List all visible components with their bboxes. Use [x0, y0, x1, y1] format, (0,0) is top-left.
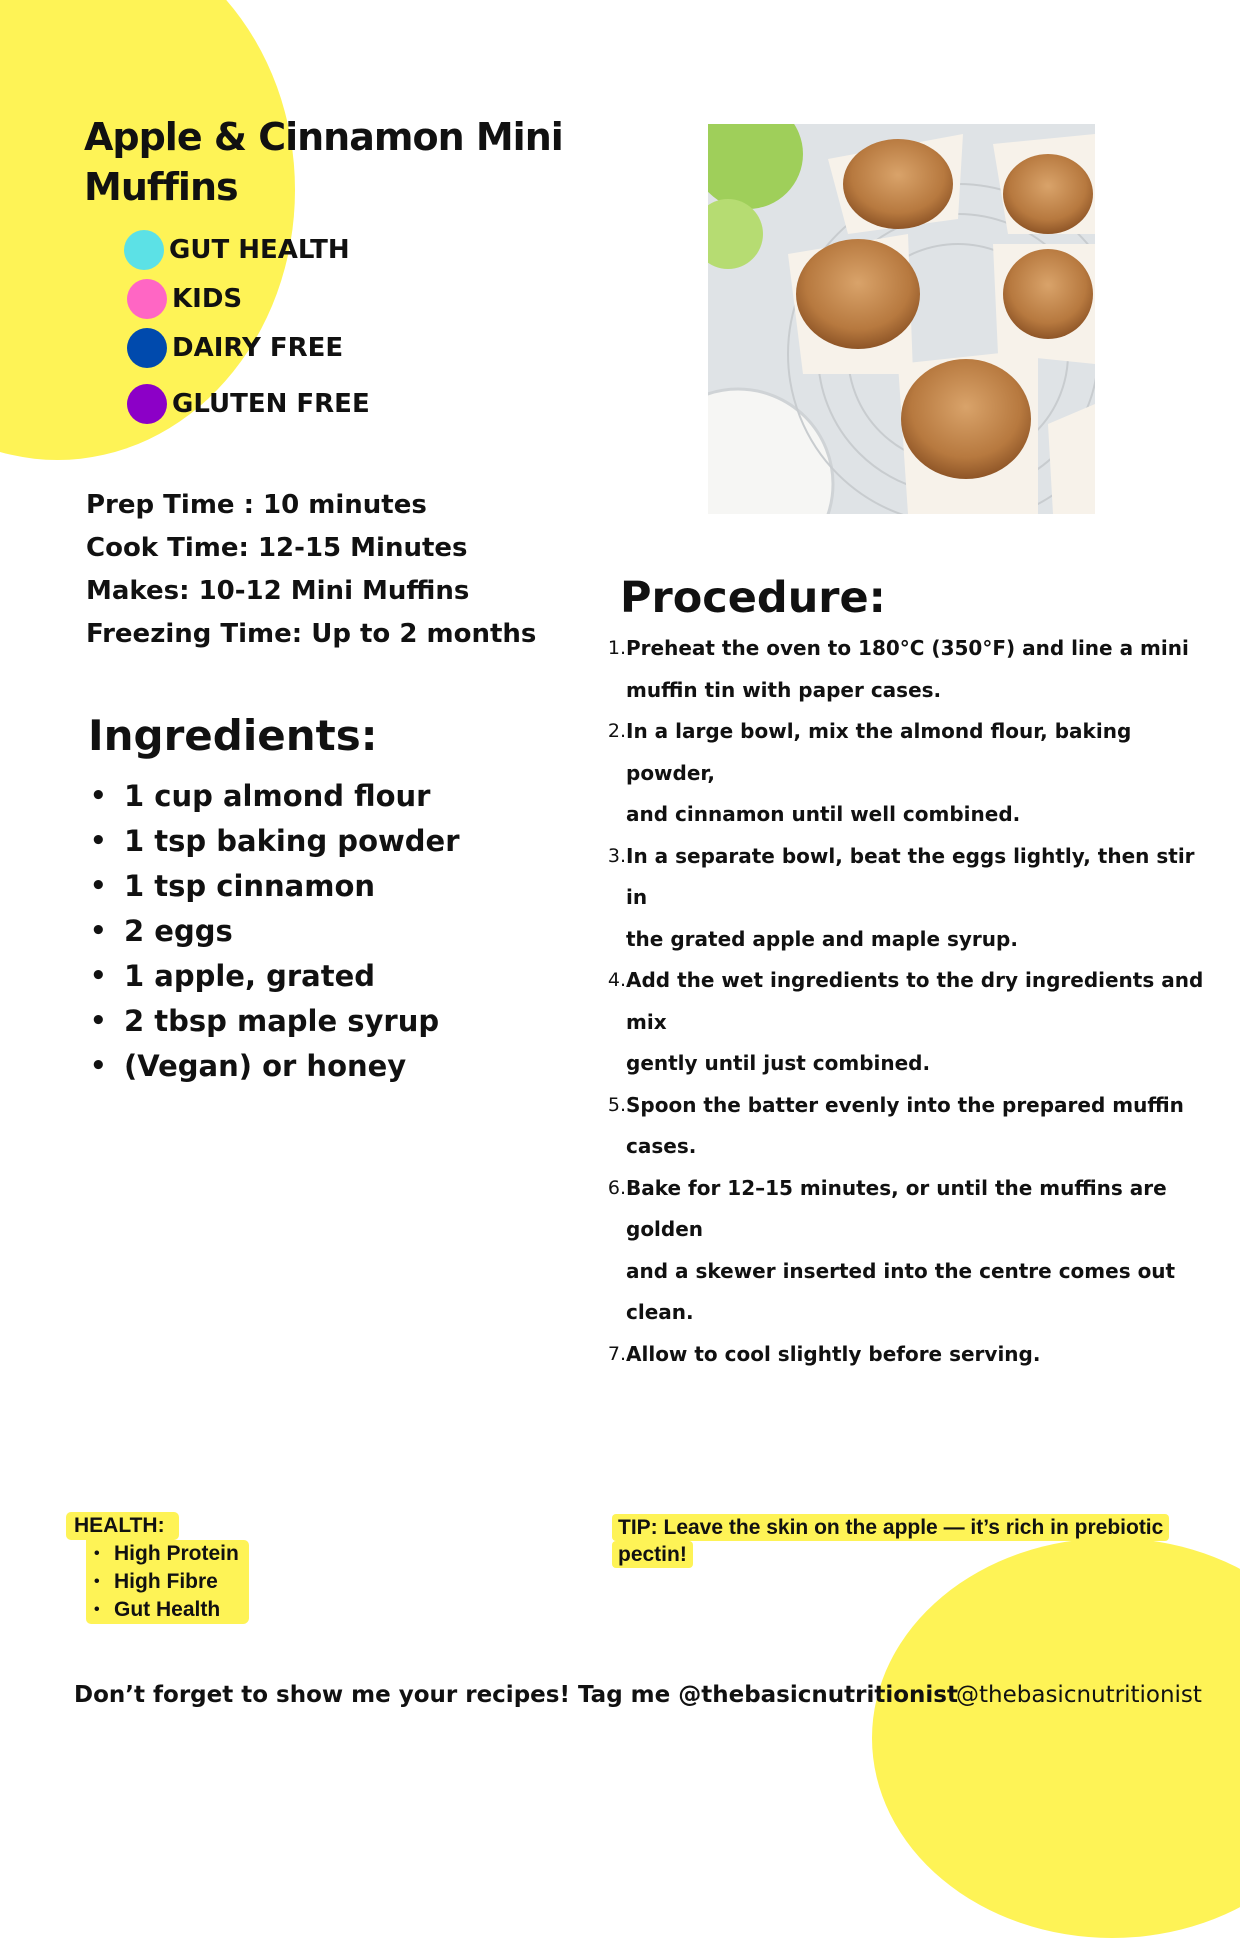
step-text [626, 836, 1220, 961]
step-number: 1. [607, 637, 626, 659]
step-text [626, 628, 1189, 711]
step-text [626, 1334, 1040, 1376]
ingredient-item: • 1 apple, grated [88, 954, 508, 999]
tip-callout [612, 1514, 1212, 1568]
step-line: In a large bowl, mix the almond flour, baking powder, [626, 719, 1132, 785]
ingredient-item: • 1 cup almond flour [88, 774, 508, 819]
step-line: Spoon the batter evenly into the prepared muffin [626, 1092, 1184, 1117]
procedure-step [600, 836, 1220, 961]
step-line: clean. [626, 1300, 694, 1324]
tag-dot-icon [127, 279, 167, 319]
health-list [86, 1540, 249, 1624]
tag-dot-icon [124, 230, 164, 270]
tag-dot-icon [127, 384, 167, 424]
procedure-step [600, 1168, 1220, 1334]
social-handle: @thebasicnutritionist [956, 1682, 1202, 1708]
procedure-step [600, 711, 1220, 836]
freezing-time: Freezing Time: Up to 2 months [86, 619, 537, 649]
health-item: • Gut Health [92, 1596, 239, 1624]
step-line: and cinnamon until well combined. [626, 802, 1021, 826]
ingredient-item: • 2 tbsp maple syrup [88, 999, 508, 1044]
makes: Makes: 10-12 Mini Muffins [86, 576, 470, 606]
tip-line: pectin! [612, 1541, 693, 1568]
step-line: gently until just combined. [626, 1051, 931, 1075]
ingredient-item: • 1 tsp baking powder [88, 819, 508, 864]
tag-gluten-free [127, 384, 370, 424]
step-line: muffin tin with paper cases. [626, 677, 942, 702]
procedure-step [600, 1334, 1220, 1376]
tag-dairy-free [127, 328, 343, 368]
tag-kids [127, 279, 242, 319]
cook-time: Cook Time: 12-15 Minutes [86, 533, 468, 563]
step-line: and a skewer inserted into the centre comes out [626, 1258, 1176, 1283]
procedure-step [600, 628, 1220, 711]
health-title: HEALTH: [66, 1512, 179, 1540]
step-number: 7. [607, 1342, 626, 1365]
health-benefits [66, 1512, 249, 1624]
step-line: Preheat the oven to 180°C (350°F) and line a mini [626, 636, 1189, 660]
recipe-meta [86, 484, 536, 656]
tag-label: GLUTEN FREE [172, 389, 370, 419]
procedure-step [600, 1085, 1220, 1168]
ingredients-heading: Ingredients: [88, 711, 378, 760]
ingredient-item-continuation: • (Vegan) or honey [88, 1044, 508, 1089]
muffins-illustration [708, 124, 1095, 514]
procedure-steps [600, 628, 1220, 1375]
ingredients-list [88, 774, 508, 1089]
ingredient-item: • 1 tsp cinnamon [88, 864, 508, 909]
footer-cta: Don’t forget to show me your recipes! Tag me @thebasicnutritionist [74, 1682, 958, 1708]
step-text [626, 1085, 1184, 1168]
step-number: 3. [607, 844, 626, 867]
step-line: Bake for 12–15 minutes, or until the muffins are golden [626, 1175, 1167, 1241]
step-number: 6. [607, 1176, 626, 1199]
muffins-photo [708, 124, 1095, 514]
step-number: 5. [607, 1093, 626, 1116]
prep-time: Prep Time : 10 minutes [86, 490, 427, 520]
procedure-step [600, 960, 1220, 1085]
decorative-yellow-circle-bottom-right [872, 1538, 1240, 1938]
step-line: Add the wet ingredients to the dry ingredients and mix [626, 968, 1204, 1034]
step-text [626, 1168, 1220, 1334]
procedure-heading: Procedure: [620, 573, 886, 623]
tag-label: KIDS [172, 284, 243, 314]
step-text [626, 960, 1220, 1085]
recipe-title: Apple & Cinnamon Mini Muffins [84, 115, 563, 209]
health-item: • High Protein [92, 1540, 239, 1568]
tag-label: GUT HEALTH [169, 235, 350, 265]
ingredient-item: • 2 eggs [88, 909, 508, 954]
health-item: • High Fibre [92, 1568, 239, 1596]
step-line: cases. [626, 1134, 697, 1158]
tip-line: TIP: Leave the skin on the apple — it’s rich in prebiotic [612, 1514, 1169, 1541]
step-line: Allow to cool slightly before serving. [626, 1341, 1041, 1366]
step-number: 4. [607, 969, 626, 991]
step-line: In a separate bowl, beat the eggs lightly, then stir in [626, 843, 1195, 909]
tag-gut-health [124, 230, 350, 270]
tag-dot-icon [127, 328, 167, 368]
tag-label: DAIRY FREE [172, 333, 344, 363]
step-line: the grated apple and maple syrup. [626, 926, 1018, 951]
step-text [626, 711, 1220, 836]
step-number: 2. [607, 720, 626, 742]
